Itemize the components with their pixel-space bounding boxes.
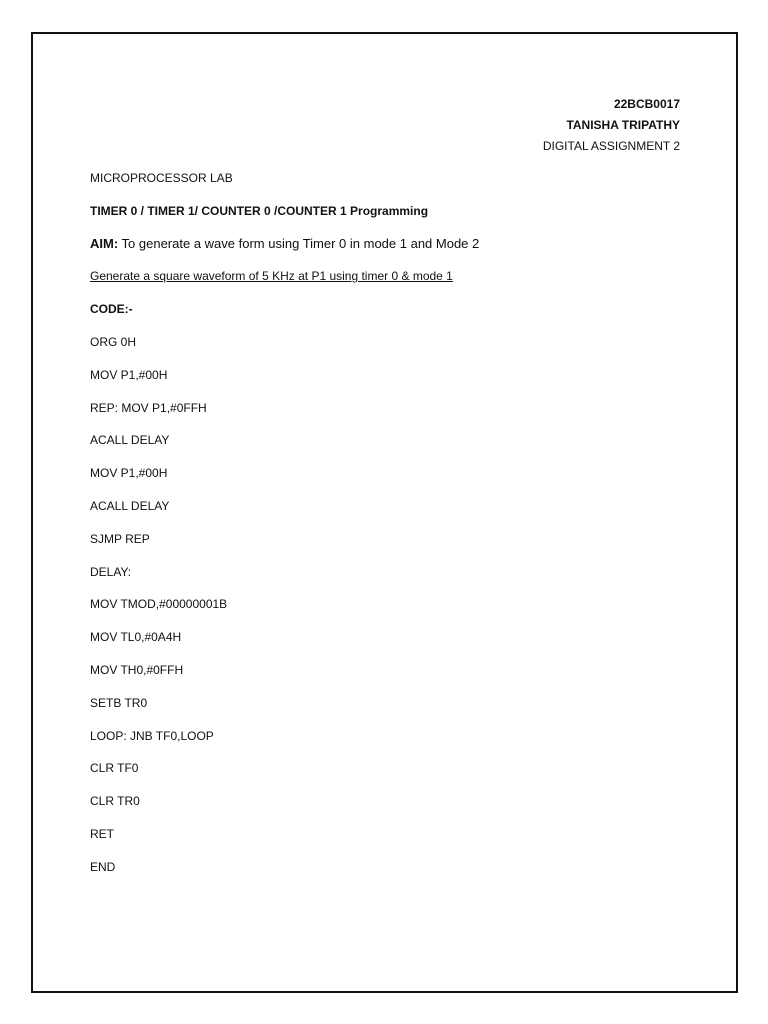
code-line: CLR TF0 (90, 761, 139, 776)
code-line: ACALL DELAY (90, 498, 170, 513)
code-line: DELAY: (90, 564, 132, 579)
topic-heading: TIMER 0 / TIMER 1/ COUNTER 0 /COUNTER 1 Programming (90, 203, 429, 218)
code-line: RET (90, 826, 114, 841)
lab-title: MICROPROCESSOR LAB (90, 171, 233, 185)
student-name: TANISHA TRIPATHY (566, 118, 680, 132)
code-line: MOV TH0,#0FFH (90, 662, 184, 677)
code-line: END (90, 859, 116, 874)
code-line: MOV P1,#00H (90, 367, 168, 382)
code-line: LOOP: JNB TF0,LOOP (90, 728, 214, 743)
task-statement: Generate a square waveform of 5 KHz at P1 using timer 0 & mode 1 (90, 269, 453, 284)
code-line: MOV TMOD,#00000001B (90, 597, 228, 612)
assignment-title: DIGITAL ASSIGNMENT 2 (542, 139, 680, 153)
code-line: SETB TR0 (90, 695, 148, 710)
code-line: CLR TR0 (90, 794, 140, 809)
aim-line (90, 235, 479, 268)
aim-label: AIM: (90, 235, 119, 251)
aim-text: To generate a wave form using Timer 0 in mode 1 and Mode 2 (118, 235, 480, 251)
code-line: MOV TL0,#0A4H (90, 630, 182, 645)
student-header (543, 94, 680, 157)
document-body (90, 169, 479, 891)
code-label: CODE:- (90, 302, 133, 317)
code-line: SJMP REP (90, 531, 150, 546)
code-line: REP: MOV P1,#0FFH (90, 400, 207, 415)
code-line: ACALL DELAY (90, 433, 170, 448)
registration-number: 22BCB0017 (613, 97, 680, 111)
code-line: MOV P1,#00H (90, 466, 168, 481)
code-line: ORG 0H (90, 334, 137, 349)
